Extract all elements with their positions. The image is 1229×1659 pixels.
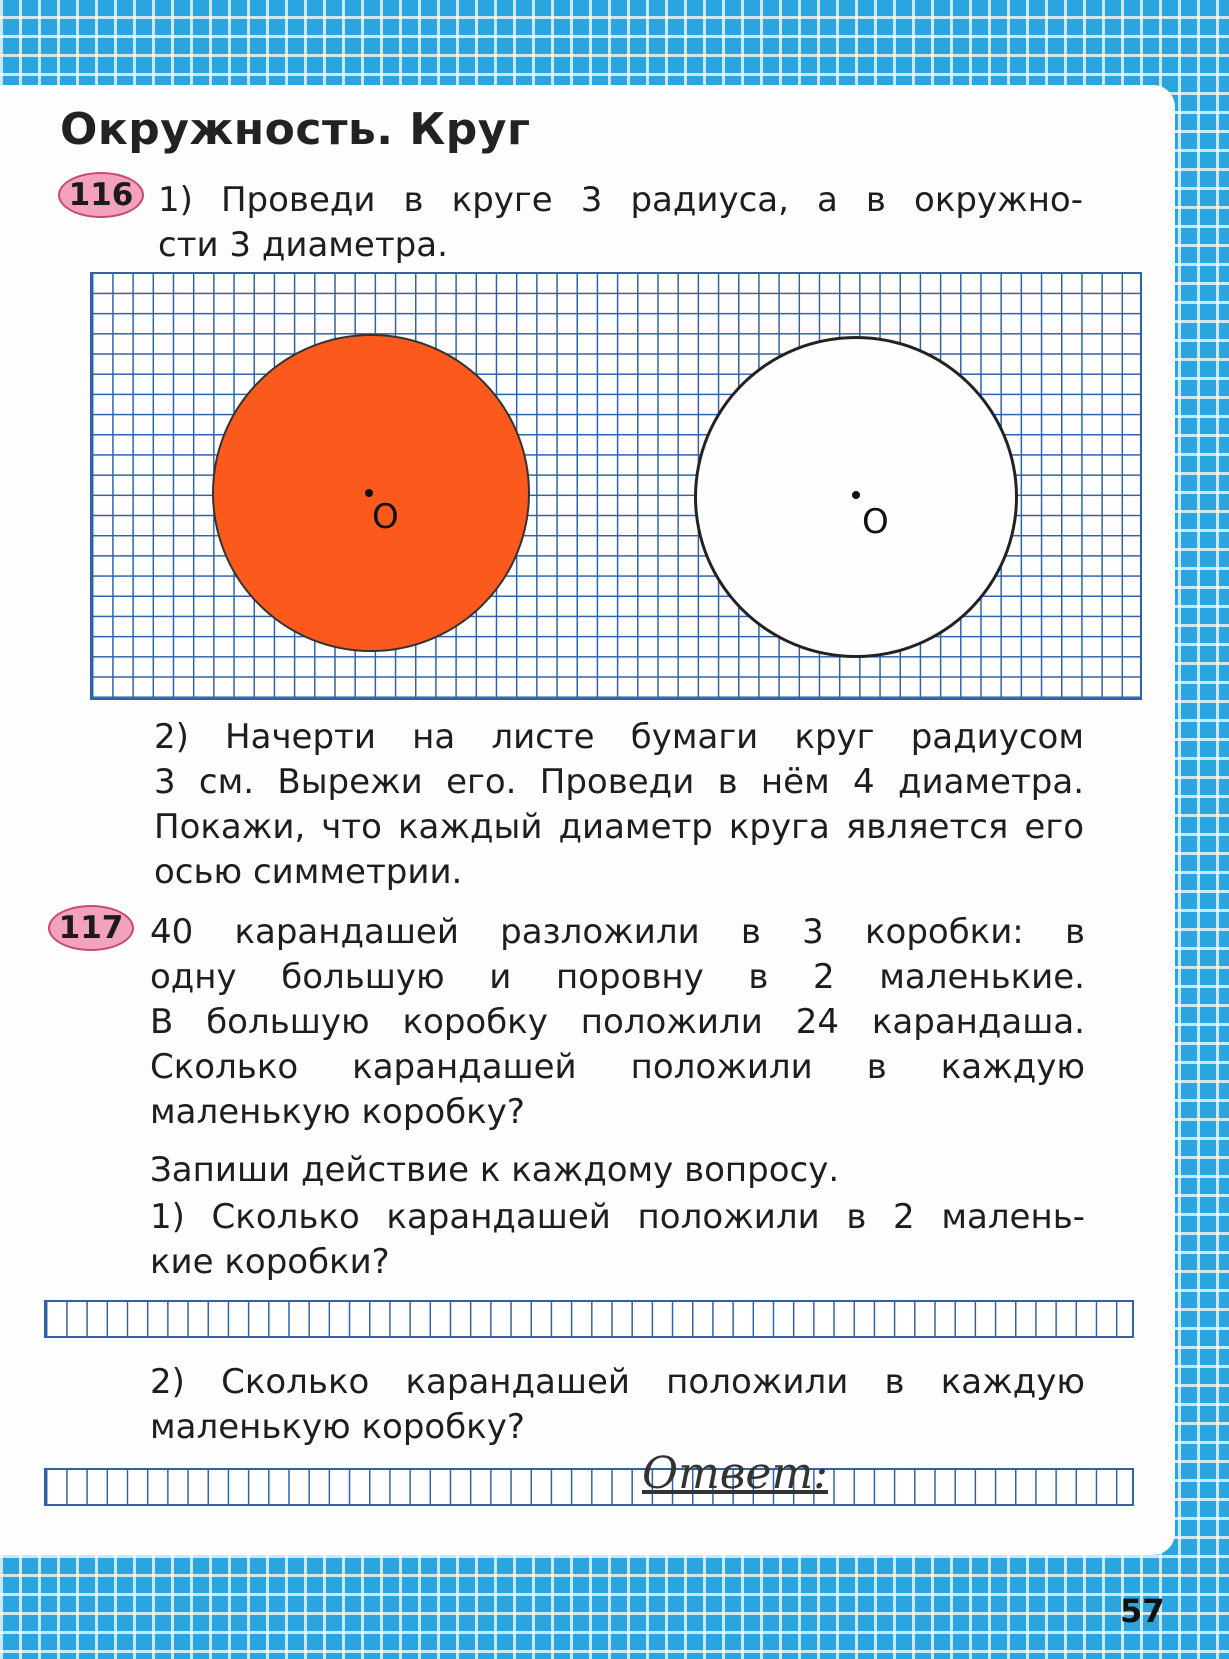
- empty-circle-center-dot: [852, 491, 860, 499]
- task-116-part1-line-2: сти 3 диаметра.: [158, 225, 448, 265]
- task-116-number-badge: 116: [58, 172, 144, 218]
- page-number: 57: [1120, 1592, 1165, 1630]
- page-title: Окружность. Круг: [60, 104, 531, 155]
- task-116-part1-line-1: 1) Проведи в круге 3 радиуса, а в окружно-: [158, 180, 1083, 220]
- task-117-statement-line-4: Сколько карандашей положили в каждую: [150, 1047, 1085, 1087]
- filled-circle-center-label: O: [372, 497, 399, 537]
- task-117-question-1-line-2: кие коробки?: [150, 1242, 390, 1282]
- task-117-statement-line-5: маленькую коробку?: [150, 1092, 525, 1132]
- task-117-statement-line-1: 40 карандашей разложили в 3 коробки: в: [150, 912, 1085, 952]
- task-117-statement-line-3: В большую коробку положили 24 карандаша.: [150, 1002, 1085, 1042]
- answer-cells-question-1[interactable]: [44, 1300, 1134, 1338]
- task-117-question-2-line-2: маленькую коробку?: [150, 1407, 525, 1447]
- empty-circle-center-label: O: [862, 502, 889, 542]
- task-116-part2-line-2: 3 см. Вырежи его. Проведи в нём 4 диаметра.: [154, 762, 1084, 802]
- task-116-part2-line-1: 2) Начерти на листе бумаги круг радиусом: [154, 717, 1084, 757]
- task-117-instruction: Запиши действие к каждому вопросу.: [150, 1150, 840, 1190]
- answer-cells-question-2[interactable]: [44, 1468, 1134, 1506]
- task-116-part2-line-4: осью симметрии.: [154, 852, 463, 892]
- task-117-question-1-line-1: 1) Сколько карандашей положили в 2 малень-: [150, 1197, 1085, 1237]
- task-116-part2-line-3: Покажи, что каждый диаметр круга является его: [154, 807, 1084, 847]
- task-117-statement-line-2: одну большую и поровну в 2 маленькие.: [150, 957, 1085, 997]
- handwritten-answer-label: Ответ:: [642, 1448, 828, 1499]
- task-117-question-2-line-1: 2) Сколько карандашей положили в каждую: [150, 1362, 1085, 1402]
- filled-circle-center-dot: [365, 489, 373, 497]
- task-117-number-badge: 117: [48, 905, 134, 951]
